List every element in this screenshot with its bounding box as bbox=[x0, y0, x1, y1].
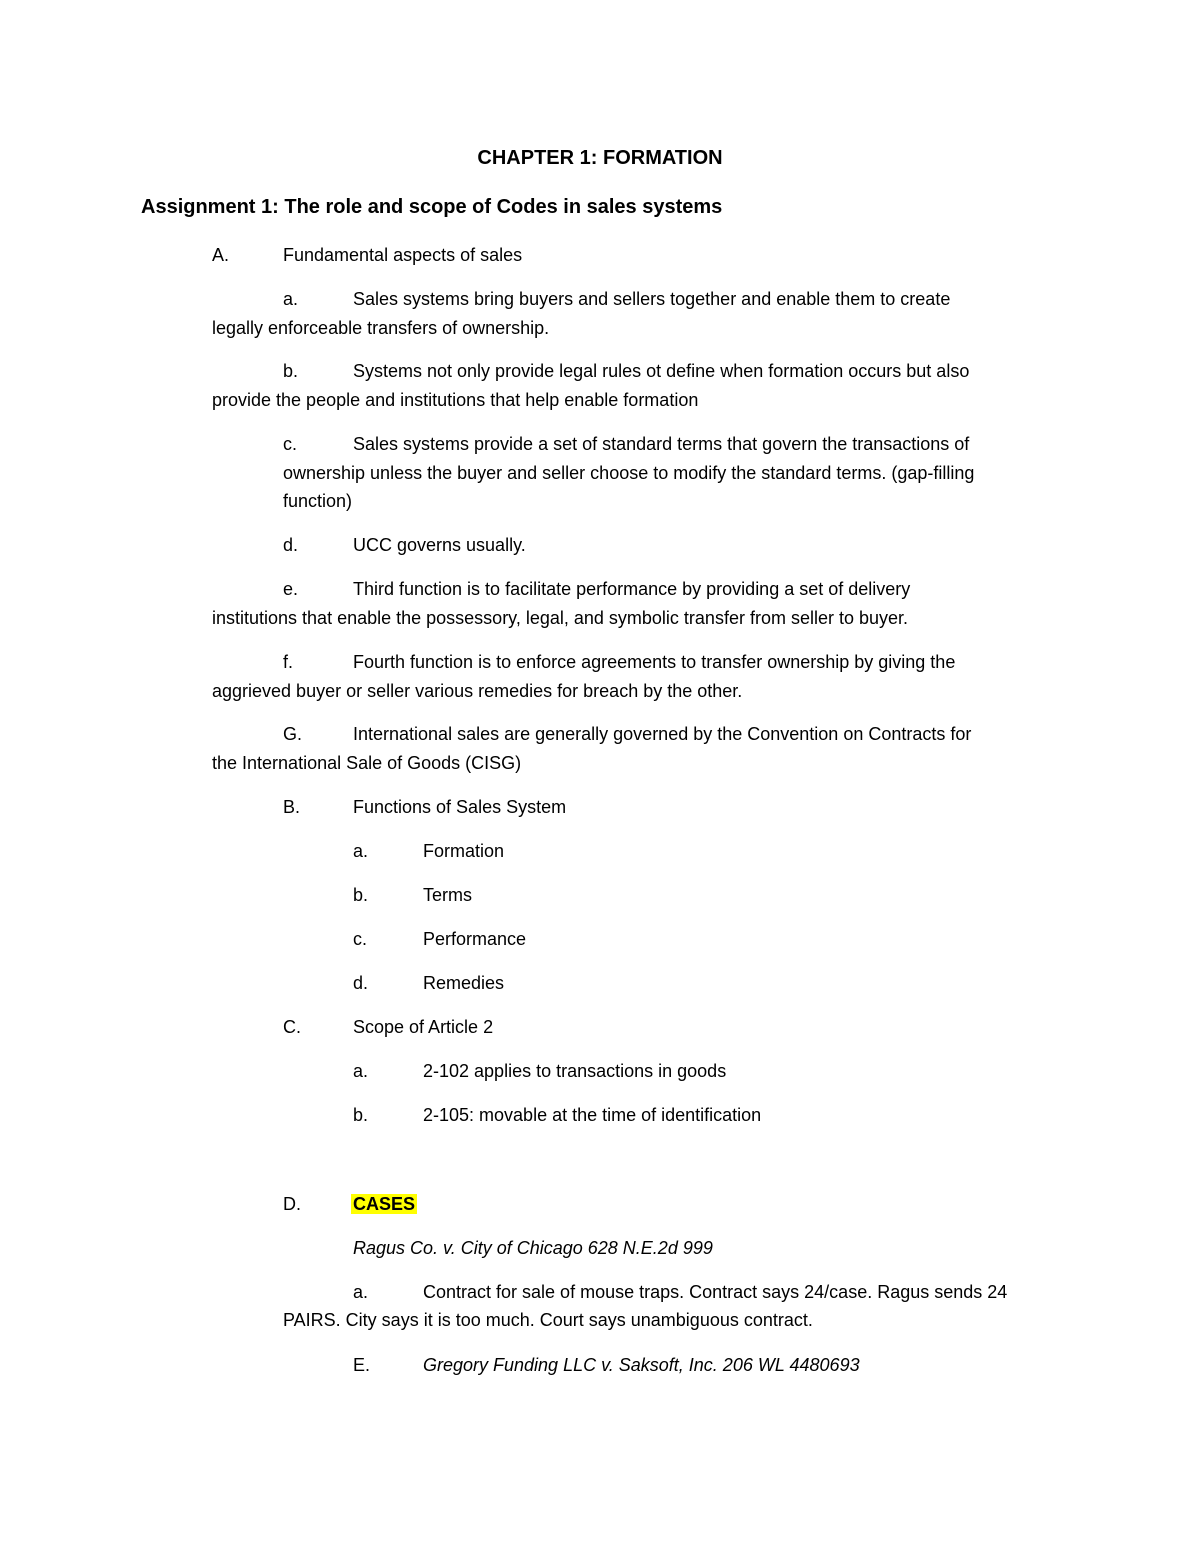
list-item-text: Remedies bbox=[423, 973, 505, 993]
list-item-text: the International Sale of Goods (CISG) bbox=[212, 753, 522, 773]
list-item-text: UCC governs usually. bbox=[353, 535, 526, 555]
list-item-label: b. bbox=[353, 885, 369, 905]
section-e-label: E. bbox=[353, 1355, 371, 1375]
section-b-label: B. bbox=[283, 797, 301, 817]
list-item-text: 2-105: movable at the time of identification bbox=[423, 1105, 762, 1125]
list-item-text: ownership unless the buyer and seller choose to modify the standard terms. (gap-filling bbox=[283, 463, 975, 483]
section-c-label: C. bbox=[283, 1017, 301, 1037]
list-item-text: Contract for sale of mouse traps. Contract says 24/case. Ragus sends 24 bbox=[423, 1282, 1008, 1302]
list-item-text: institutions that enable the possessory, legal, and symbolic transfer from seller to buyer. bbox=[212, 608, 909, 628]
list-item-text: PAIRS. City says it is too much. Court says unambiguous contract. bbox=[283, 1310, 813, 1330]
list-item-label: b. bbox=[353, 1105, 369, 1125]
list-item-text: Sales systems bring buyers and sellers together and enable them to create bbox=[353, 289, 951, 309]
list-item-text: Terms bbox=[423, 885, 472, 905]
list-item-label: a. bbox=[353, 841, 369, 861]
case-citation: Ragus Co. v. City of Chicago 628 N.E.2d 999 bbox=[353, 1238, 713, 1258]
list-item-label: f. bbox=[283, 652, 294, 672]
section-a-label: A. bbox=[212, 245, 230, 265]
list-item-label: a. bbox=[353, 1282, 369, 1302]
list-item-text: Fourth function is to enforce agreements to transfer ownership by giving the bbox=[353, 652, 956, 672]
list-item-text: function) bbox=[283, 491, 353, 511]
section-a-heading: Fundamental aspects of sales bbox=[283, 245, 523, 265]
list-item-label: d. bbox=[283, 535, 299, 555]
list-item-text: Third function is to facilitate performance by providing a set of delivery bbox=[353, 579, 911, 599]
section-c-heading: Scope of Article 2 bbox=[353, 1017, 494, 1037]
list-item-label: a. bbox=[283, 289, 299, 309]
list-item-text: aggrieved buyer or seller various remedies for breach by the other. bbox=[212, 681, 743, 701]
cases-highlight: CASES bbox=[353, 1194, 416, 1214]
chapter-title: CHAPTER 1: FORMATION bbox=[477, 147, 723, 169]
list-item-label: c. bbox=[353, 929, 368, 949]
list-item-text: Sales systems provide a set of standard terms that govern the transactions of bbox=[353, 434, 970, 454]
list-item-text: legally enforceable transfers of ownership. bbox=[212, 318, 550, 338]
list-item-text: Performance bbox=[423, 929, 527, 949]
list-item-label: b. bbox=[283, 361, 299, 381]
list-item-text: Systems not only provide legal rules ot define when formation occurs but also bbox=[353, 361, 970, 381]
list-item-label: d. bbox=[353, 973, 369, 993]
list-item-text: 2-102 applies to transactions in goods bbox=[423, 1061, 727, 1081]
list-item-text: provide the people and institutions that help enable formation bbox=[212, 390, 699, 410]
list-item-label: c. bbox=[283, 434, 298, 454]
section-b-heading: Functions of Sales System bbox=[353, 797, 567, 817]
list-item-text: International sales are generally governed by the Convention on Contracts for bbox=[353, 724, 972, 744]
list-item-text: Formation bbox=[423, 841, 505, 861]
section-d-heading bbox=[351, 1190, 417, 1219]
assignment-heading: Assignment 1: The role and scope of Codes in sales systems bbox=[141, 196, 723, 218]
list-item-label: a. bbox=[353, 1061, 369, 1081]
list-item-label: G. bbox=[283, 724, 303, 744]
list-item-label: e. bbox=[283, 579, 299, 599]
case-citation: Gregory Funding LLC v. Saksoft, Inc. 206 WL 4480693 bbox=[423, 1355, 860, 1375]
section-d-label: D. bbox=[283, 1194, 301, 1214]
